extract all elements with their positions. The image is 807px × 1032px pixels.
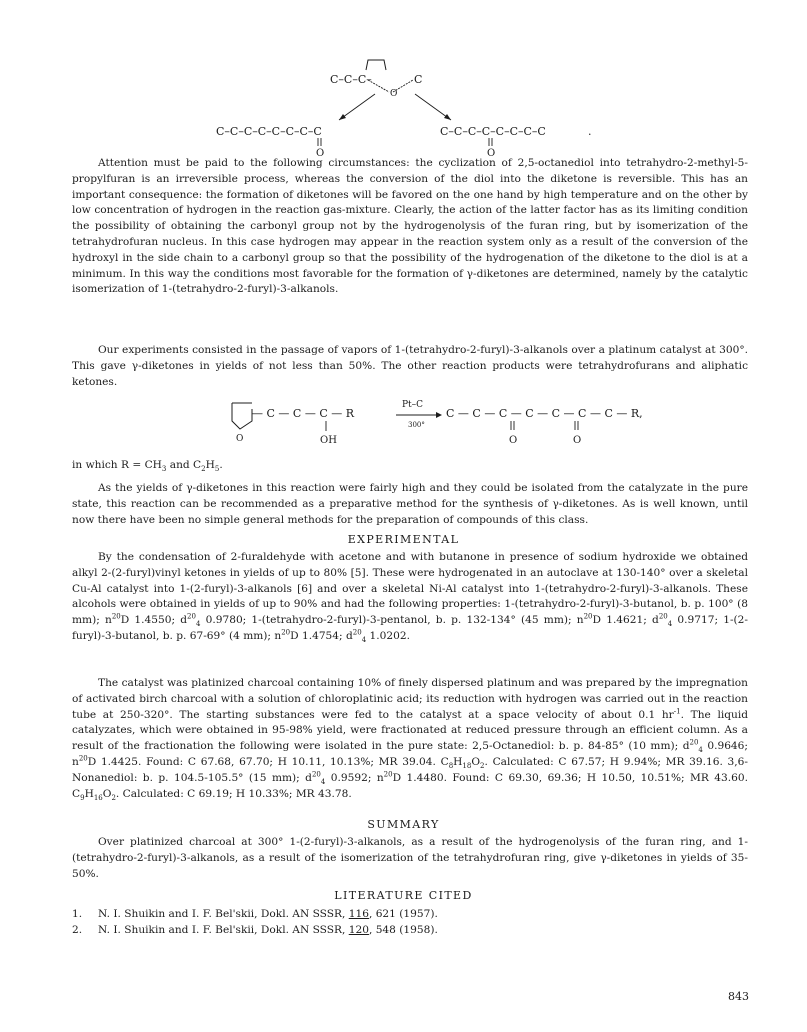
scheme2-oh: OH — [320, 435, 337, 446]
furan-ring — [366, 60, 386, 70]
reference-number: 1. — [72, 908, 83, 920]
scheme2-right: C — C — C — C — C — C — C — R, — [446, 407, 643, 420]
substituent-definition: in which $R = CH_3$ and $C_2H_5$. — [72, 459, 223, 474]
scheme2-catalyst: Pt–C — [402, 400, 424, 410]
reaction-scheme-2 — [0, 395, 807, 455]
reaction-scheme-1 — [0, 0, 807, 160]
scheme1-right-o: O — [487, 148, 496, 159]
paragraph-summary: Over platinized charcoal at 300° 1-(2-furyl)-3-alkanols, as a result of the hydrogenolysis of the furan ring, and 1-(tetrahydro-2-furyl)-3-alkanols, as a result of the isomerization of the tetrahydrofuran ring, give γ-diketones in yields of 35-50%. — [72, 836, 748, 880]
reference-number: 2. — [72, 924, 83, 936]
heading-experimental: EXPERIMENTAL — [347, 533, 460, 546]
arrow-left-head — [339, 114, 346, 120]
paragraph-cyclization: Attention must be paid to the following circumstances: the cyclization of 2,5-octanediol into tetrahydro-2-methyl-5-propylfuran is an irreversible process, whereas the conversion of the diol into the diketone is reversible. This has an important consequence: the formation of diketones will be favored on the one hand by high temperature and on the other by low concentration of hydrogen in the reaction gas-mixture. Clearly, the action of the latter factor has as its limiting condition the possibility of obtaining the carbonyl group not by the hydrogenolysis of the furan ring, but by isomerization of the tetrahydrofuran nucleus. In this case hydrogen may appear in the reaction system only as a result of the conversion of the hydroxyl in the side chain to a carbonyl group so that the possibility of the hydrogenation of the diketone to the diol is at a minimum. In this way the conditions most favorable for the formation of γ-diketones are determined, namely by the catalytic isomerization of 1-(tetrahydro-2-furyl)-3-alkanols. — [72, 157, 748, 296]
reference-item: 1. N. I. Shuikin and I. F. Bel'skii, Dokl. AN SSSR, 116, 621 (1957). — [72, 908, 438, 920]
heading-literature-cited: LITERATURE CITED — [334, 889, 473, 902]
page-number: 843 — [728, 990, 749, 1003]
reference-volume: 116 — [348, 908, 369, 920]
thf-ring — [232, 403, 252, 429]
reference-item: 2. N. I. Shuikin and I. F. Bel'skii, Dokl. AN SSSR, 120, 548 (1958). — [72, 924, 438, 936]
paragraph-experiments: Our experiments consisted in the passage of vapors of 1-(tetrahydro-2-furyl)-3-alkanols over a platinum catalyst at 300°. This gave γ-diketones in yields of not less than 50%. The other reaction products were tetrahydrofurans and aliphatic ketones. — [72, 344, 748, 388]
scheme2-left: — C — C — C — R — [252, 407, 355, 420]
scheme1-right-dot: . — [588, 125, 592, 138]
scheme1-top-right-c: C — [414, 73, 423, 86]
paragraph-condensation: By the condensation of 2-furaldehyde with acetone and with butanone in presence of sodium hydroxide we obtained alkyl 2-(2-furyl)vinyl ketones in yields of up to 80% [5]. These were hydrogenated in an autoclave at 130-140° over a skeletal Cu-Al catalyst into 1-(2-furyl)-3-alkanols [6] and over a skeletal Ni-Al catalyst into 1-(tetrahydro-2-furyl)-3-alkanols. These alcohols were obtained in yields of up to 90% and had the following properties: 1-(tetrahydro-2-furyl)-3-butanol, b. p. 100° (8 mm); $n^{20}D$ 1.4550; $d^{20}_4$ 0.9780; 1-(tetrahydro-2-furyl)-3-pentanol, b. p. 132-134° (45 mm); $n^{20}D$ 1.4621; $d^{20}_4$ 0.9717; 1-(2-furyl)-3-butanol, b. p. 67-69° (4 mm); $n^{20}D$ 1.4754; $d^{20}_4$ 1.0202. — [72, 551, 748, 645]
scheme2-arrow-head — [436, 412, 442, 418]
paragraph-catalyst: The catalyst was platinized charcoal containing 10% of finely dispersed platinum and was prepared by the impregnation of activated birch charcoal with a solution of chloroplatinic acid; its reduction with hydrogen was carried out in the reaction tube at 250-320°. The starting substances were fed to the catalyst at a space velocity of about 0.1 $hr^{-1}$. The liquid catalyzates, which were obtained in 95-98% yield, were fractionated at reduced pressure through an efficient column. As a result of the fractionation the following were isolated in the pure state: 2,5-Octanediol: b. p. 84-85° (10 mm); $d^{20}_4$ 0.9646; $n^{20}D$ 1.4425. Found: C 67.68, 67.70; H 10.11, 10.13%; MR 39.04. $C_8H_{18}O_2$. Calculated: C 67.57; H 9.94%; MR 39.16. 3,6-Nonanediol: b. p. 104.5-105.5° (15 mm); $d^{20}_4$ 0.9592; $n^{20}D$ 1.4480. Found: C 69.30, 69.36; H 10.50, 10.51%; MR 43.60. $C_9H_{16}O_2$. Calculated: C 69.19; H 10.33%; MR 43.78. — [72, 677, 749, 802]
heading-summary: SUMMARY — [367, 818, 440, 831]
scheme2-o1: O — [509, 435, 518, 446]
scheme2-temp: 300° — [408, 421, 425, 429]
paragraph-yields: As the yields of γ-diketones in this reaction were fairly high and they could be isolated from the catalyzate in the pure state, this reaction can be recommended as a preparative method for the synthesis of γ-diketones. As is well known, until now there have been no simple general methods for the preparation of compounds of this class. — [72, 482, 748, 526]
scheme2-o2: O — [573, 435, 582, 446]
scheme2-ring-o: O — [236, 434, 244, 444]
scheme1-right-chain: C–C–C–C–C–C–C–C — [440, 125, 546, 138]
scheme1-ring-o: O — [390, 89, 398, 99]
scheme1-top-chain: C–C–C– — [330, 73, 372, 86]
reference-volume: 120 — [348, 924, 369, 936]
ring-bond-left — [368, 80, 389, 92]
scheme1-left-o: O — [316, 148, 325, 159]
arrow-right-head — [444, 114, 451, 120]
scheme1-left-chain: C–C–C–C–C–C–C–C — [216, 125, 322, 138]
